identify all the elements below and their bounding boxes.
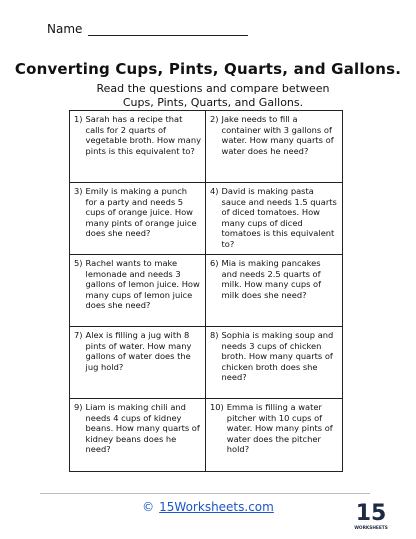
question-number: 4) [210,186,219,196]
name-blank-line[interactable] [88,23,248,36]
15-worksheets-logo-icon [356,494,386,534]
question-cell[interactable] [206,327,342,399]
question-number: 7) [74,330,83,340]
instructions: Read the questions and compare between Cups, Pints, Quarts, and Gallons. [96,82,330,109]
question-cell[interactable] [206,255,342,327]
question-number: 6) [210,258,219,268]
svg-text:WORKSHEETS: WORKSHEETS [354,526,388,531]
page-title: Converting Cups, Pints, Quarts, and Gallons. [14,60,402,78]
question-text: Emily is making a punch for a party and needs 5 cups of orange juice. How many pints of orange juice does she need? [85,186,197,239]
question-number: 8) [210,330,219,340]
question-text: Emma is filling a water pitcher with 10 cups of water. How many pints of water does the pitcher hold? [226,402,333,455]
question-cell[interactable] [206,183,342,255]
question-number: 10) [210,402,224,412]
question-number: 1) [74,114,83,124]
name-label: Name [47,22,83,36]
question-cell[interactable] [70,255,206,327]
question-number: 9) [74,402,83,412]
question-grid [69,110,343,472]
footer-divider [40,493,370,494]
question-cell[interactable] [70,111,206,183]
footer [0,500,416,514]
question-number: 2) [210,114,219,124]
question-cell[interactable] [206,111,342,183]
question-text: Sarah has a recipe that calls for 2 quarts of vegetable broth. How many pints is this equivalent to? [85,114,201,156]
question-text: Alex is filling a jug with 8 pints of water. How many gallons of water does the jug hold? [85,330,192,372]
question-number: 5) [74,258,83,268]
question-text: Liam is making chili and needs 4 cups of kidney beans. How many quarts of kidney beans does he need? [85,402,200,455]
question-text: Jake needs to fill a container with 3 gallons of water. How many quarts of water does he need? [221,114,334,156]
question-text: Sophia is making soup and needs 3 cups of chicken broth. How many quarts of chicken broth does she need? [221,330,334,383]
svg-text:15: 15 [355,501,387,526]
footer-site-link[interactable]: 15Worksheets.com [159,500,274,514]
question-cell[interactable] [206,399,342,471]
copyright-icon: © [142,500,155,514]
question-number: 3) [74,186,83,196]
question-text: Rachel wants to make lemonade and needs 3 gallons of lemon juice. How many cups of lemon juice does she need? [85,258,200,311]
question-cell[interactable] [70,399,206,471]
name-field [47,22,248,36]
question-text: David is making pasta sauce and needs 1.5 quarts of diced tomatoes. How many cups of diced tomatoes is this equivalent to? [221,186,337,249]
question-cell[interactable] [70,327,206,399]
question-cell[interactable] [70,183,206,255]
question-text: Mia is making pancakes and needs 2.5 quarts of milk. How many cups of milk does she need? [221,258,322,300]
